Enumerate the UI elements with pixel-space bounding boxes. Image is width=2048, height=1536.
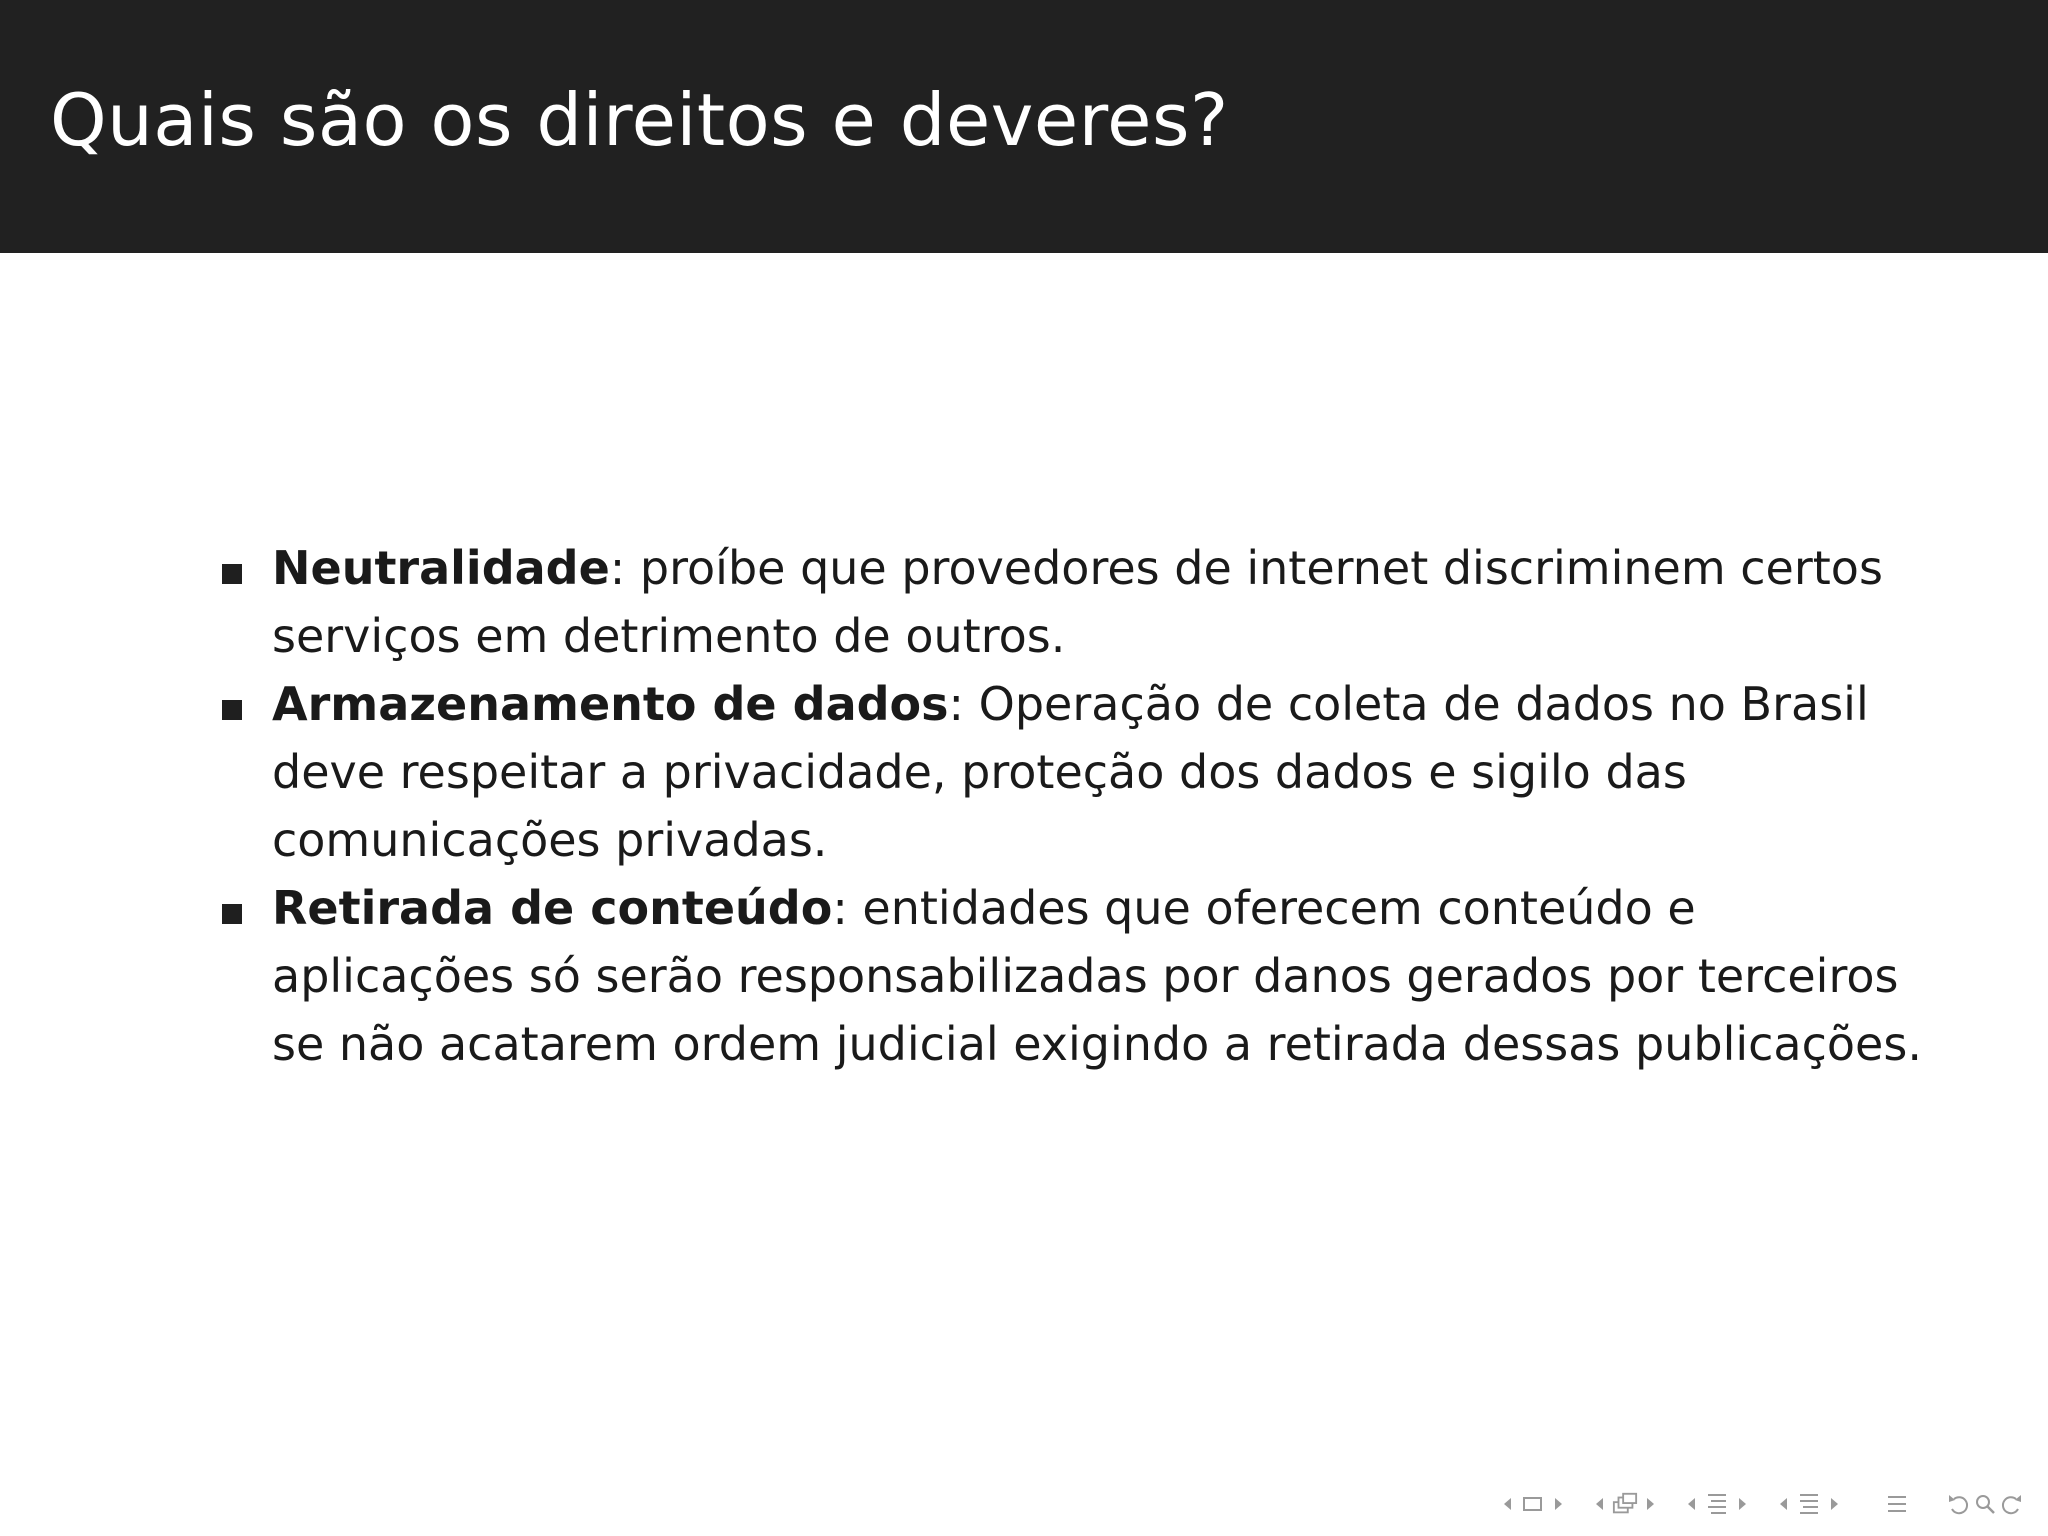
nav-frame-group	[1494, 1489, 1572, 1519]
bullet-item-neutralidade	[220, 534, 1952, 670]
slide-header	[0, 0, 2048, 253]
bullet-separator: :	[609, 541, 626, 595]
beamer-navigation-bar	[1480, 1486, 2024, 1522]
arrow-right-icon[interactable]	[1546, 1489, 1572, 1519]
arrow-right-icon[interactable]	[1822, 1489, 1848, 1519]
nav-subsection-group	[1586, 1489, 1664, 1519]
arrow-right-icon[interactable]	[1638, 1489, 1664, 1519]
nav-toc-group	[1884, 1489, 1910, 1519]
bullet-text: Operação de coleta de dados no Brasil deve respeitar a privacidade, proteção dos dados e sigilo das comunicações privadas.	[272, 677, 1869, 867]
arrow-left-icon[interactable]	[1770, 1489, 1796, 1519]
bullet-term: Retirada de conteúdo	[272, 881, 833, 935]
redo-icon[interactable]	[1998, 1489, 2024, 1519]
square-bullet-icon	[222, 564, 242, 584]
bullet-item-retirada	[220, 874, 1952, 1078]
bullet-text: entidades que oferecem conteúdo e aplicações só serão responsabilizadas por danos gerados por terceiros se não acatarem ordem judicial exigindo a retirada dessas publicações.	[272, 881, 1922, 1071]
square-bullet-icon	[222, 904, 242, 924]
nav-subsection-list-group	[1770, 1489, 1848, 1519]
subsection-icon[interactable]	[1612, 1489, 1638, 1519]
section-icon[interactable]	[1704, 1489, 1730, 1519]
bullet-text: proíbe que provedores de internet discriminem certos serviços em detrimento de outros.	[272, 541, 1883, 663]
nav-search-group	[1946, 1489, 2024, 1519]
arrow-left-icon[interactable]	[1586, 1489, 1612, 1519]
bullet-term: Armazenamento de dados	[272, 677, 949, 731]
arrow-left-icon[interactable]	[1494, 1489, 1520, 1519]
bullet-list	[220, 534, 1920, 1078]
bullet-separator: :	[832, 881, 848, 935]
slide-content	[220, 534, 1920, 1078]
square-bullet-icon	[222, 700, 242, 720]
bullet-term: Neutralidade	[272, 541, 610, 595]
slide-title: Quais são os direitos e deveres?	[50, 78, 1229, 162]
nav-section-group	[1678, 1489, 1756, 1519]
arrow-left-icon[interactable]	[1678, 1489, 1704, 1519]
toc-icon[interactable]	[1884, 1489, 1910, 1519]
search-icon[interactable]	[1972, 1489, 1998, 1519]
arrow-right-icon[interactable]	[1730, 1489, 1756, 1519]
bullet-separator: :	[948, 677, 965, 731]
bullet-item-armazenamento	[220, 670, 1952, 874]
undo-icon[interactable]	[1946, 1489, 1972, 1519]
frame-icon[interactable]	[1520, 1489, 1546, 1519]
subsection-list-icon[interactable]	[1796, 1489, 1822, 1519]
